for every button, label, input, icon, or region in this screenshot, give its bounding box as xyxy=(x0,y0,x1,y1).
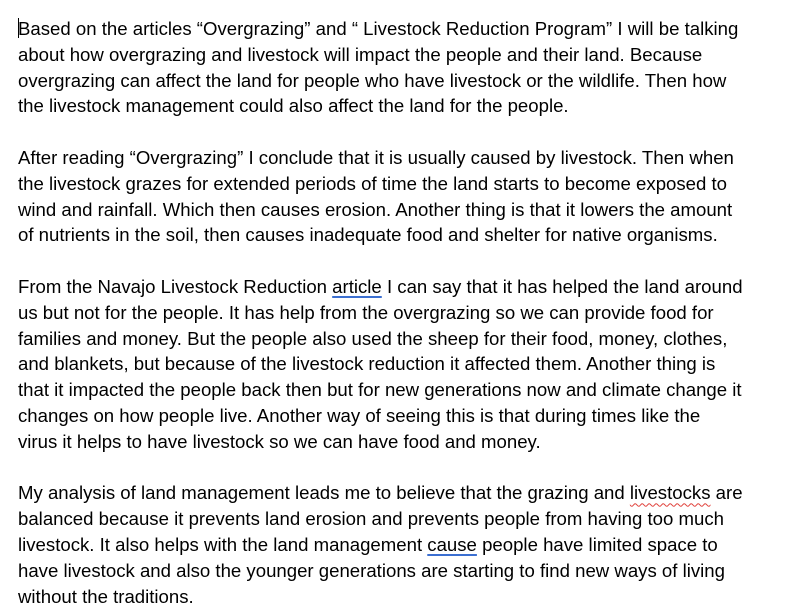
p3-line-1-pre: From the Navajo Livestock Reduction xyxy=(18,275,333,297)
p4-line-2: balanced because it prevents land erosion and prevents people from having too much xyxy=(18,508,724,530)
p3-line-1-post: I can say that it has helped the land around xyxy=(381,275,743,297)
p4-line-1-post: are xyxy=(710,482,743,504)
paragraph-4 xyxy=(18,480,788,609)
paragraph-spacer xyxy=(18,248,788,274)
p4-line-3-post: people have limited space to xyxy=(476,533,718,555)
p3-line-2: us but not for the people. It has help from the overgrazing so we can provide food for xyxy=(18,301,714,323)
p2-line-2: the livestock grazes for extended periods of time the land starts to become exposed to xyxy=(18,172,728,194)
p3-line-6: changes on how people live. Another way of seeing this is that during times like the xyxy=(18,404,701,426)
paragraph-1 xyxy=(18,16,788,119)
paragraph-spacer xyxy=(18,119,788,145)
spelling-flagged-word[interactable]: livestocks xyxy=(629,482,711,504)
p2-line-4: of nutrients in the soil, then causes inadequate food and shelter for native organisms. xyxy=(18,224,718,246)
paragraph-3 xyxy=(18,274,788,455)
grammar-flagged-word[interactable]: article xyxy=(332,275,382,297)
p3-line-5: that it impacted the people back then but for new generations now and climate change it xyxy=(18,379,742,401)
p4-line-3-pre: livestock. It also helps with the land management xyxy=(18,533,428,555)
p3-line-7: virus it helps to have livestock so we can have food and money. xyxy=(18,430,541,452)
paragraph-spacer xyxy=(18,455,788,481)
p1-line-2: about how overgrazing and livestock will impact the people and their land. Because xyxy=(18,43,703,65)
paragraph-2 xyxy=(18,145,788,248)
p4-line-4: have livestock and also the younger generations are starting to find new ways of living xyxy=(18,559,725,581)
p2-line-1: After reading “Overgrazing” I conclude that it is usually caused by livestock. Then when xyxy=(18,146,734,168)
document-body[interactable] xyxy=(18,16,788,609)
p4-line-5: without the traditions. xyxy=(18,585,194,607)
p3-line-3: families and money. But the people also used the sheep for their food, money, clothes, xyxy=(18,327,728,349)
p2-line-3: wind and rainfall. Which then causes erosion. Another thing is that it lowers the amount xyxy=(18,198,733,220)
p1-line-1: Based on the articles “Overgrazing” and “ Livestock Reduction Program” I will be talking xyxy=(18,18,739,39)
p1-line-4: the livestock management could also affect the land for the people. xyxy=(18,95,569,117)
grammar-flagged-word[interactable]: cause xyxy=(427,533,477,555)
p3-line-4: and blankets, but because of the livestock reduction it affected them. Another thing is xyxy=(18,353,716,375)
p1-line-3: overgrazing can affect the land for people who have livestock or the wildlife. Then how xyxy=(18,69,727,91)
p4-line-1-pre: My analysis of land management leads me to believe that the grazing and xyxy=(18,482,630,504)
